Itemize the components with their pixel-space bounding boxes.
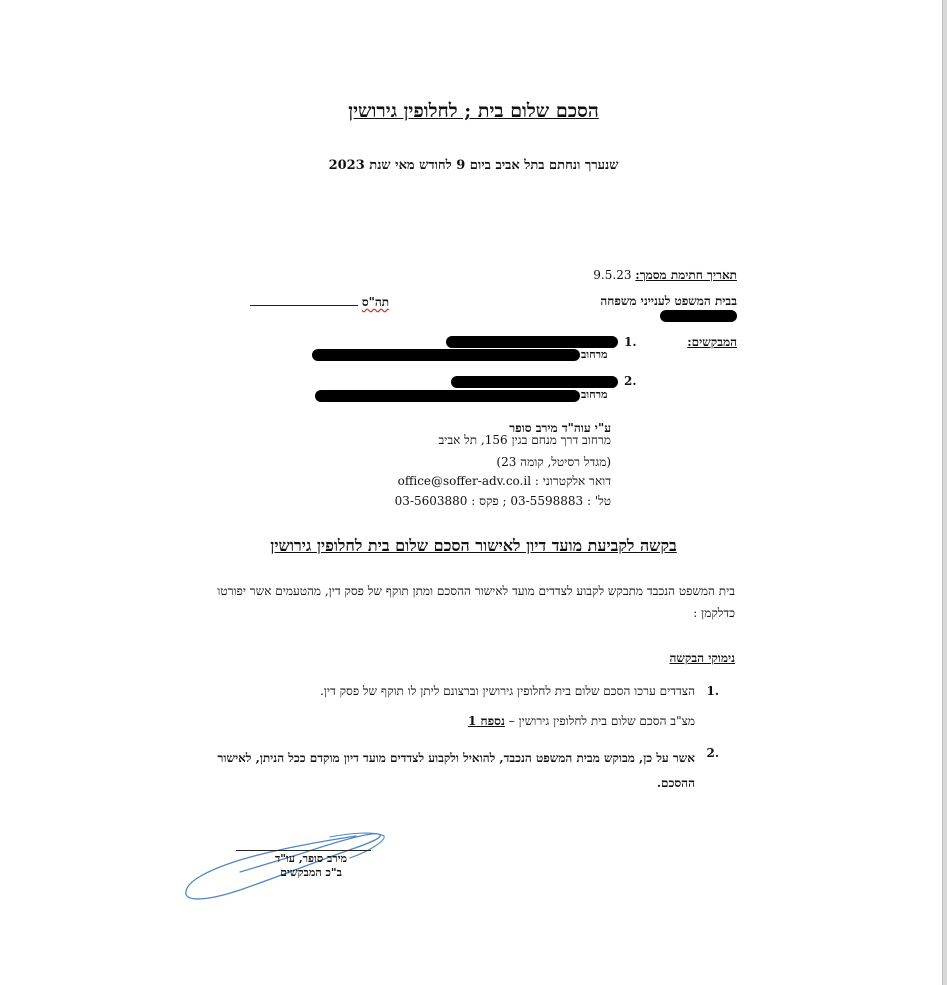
reason-1-text: הצדדים ערכו הסכם שלום בית לחלופין גירושין וברצונם ליתן לו תוקף של פסק דין. (319, 684, 695, 698)
document-subtitle: שנערך ונחתם בתל אביב ביום 9 לחודש מאי שנת 2023 (328, 158, 619, 173)
applicants-label (687, 335, 737, 350)
attachment-label: נספח 1 (468, 714, 505, 728)
request-title: בקשה לקביעת מועד דיון לאישור הסכם שלום בית לחלופין גירושין (270, 536, 677, 555)
case-number-label: תה"ס (361, 295, 390, 309)
court-name: בבית המשפט לענייני משפחה (600, 294, 737, 308)
applicant-2-address-label: מרחוב (581, 388, 608, 401)
email-label: דואר אלקטרוני : (534, 474, 611, 488)
fax-number: 03-5603880 (394, 494, 468, 508)
request-intro: בית המשפט הנכבד מתבקש לקבוע לצדדים מועד לאישור ההסכם ומתן תוקף של פסק דין, מהטעמים אשר יפורטו כדלקמן : (217, 584, 735, 620)
redaction-bar (451, 376, 618, 388)
reason-2-number: 2. (706, 746, 719, 760)
email-address[interactable]: office@soffer-adv.co.il (397, 474, 532, 488)
redaction-bar (315, 390, 580, 402)
phone-label: טל' : (586, 494, 611, 508)
applicants-label-text: המבקשים: (687, 335, 737, 349)
page-edge (942, 0, 947, 985)
redaction-bar (660, 310, 737, 322)
reason-2-text: אשר על כן, מבוקש מבית המשפט הנכבד, להואיל ולקבוע לצדדים מועד דיון מוקדם ככל הניתן, לאישור ההסכם. (217, 751, 695, 790)
phone-number: 03-5598883 (510, 494, 584, 508)
signature-line (236, 850, 371, 851)
signing-date-line (593, 268, 737, 283)
redaction-bar (312, 349, 580, 361)
reason-1-number: 1. (706, 684, 719, 698)
attorney-address: מרחוב דרך מנחם בגין 156, תל אביב (438, 433, 611, 447)
reasons-heading (670, 651, 735, 666)
attorney-name: ע"י עוה"ד מירב סופר (509, 421, 611, 435)
applicant-1-number: 1. (624, 335, 637, 349)
signer-role: ב"כ המבקשים (280, 866, 342, 879)
signing-date-label: תאריך חתימת מסמך: (635, 268, 737, 282)
signer-name: מירב סופר, עו"ד (274, 852, 348, 865)
case-number-line (250, 294, 389, 310)
document-title: הסכם שלום בית ; לחלופין גירושין (348, 100, 599, 122)
fax-label: ; פקס : (471, 494, 507, 508)
signing-date-value: 9.5.23 (593, 268, 632, 282)
case-number-blank (250, 294, 358, 306)
attorney-building: (מגדל רסיטל, קומה 23) (496, 455, 611, 469)
reason-1-attachment (468, 714, 695, 729)
attachment-text: מצ"ב הסכם שלום בית לחלופין גירושין – (508, 714, 695, 728)
redaction-bar (446, 336, 618, 348)
attorney-email-line (398, 474, 611, 489)
applicant-1-address-label: מרחוב (581, 348, 608, 361)
reasons-heading-text: נימוקי הבקשה (669, 651, 735, 665)
attorney-phone-line (395, 494, 611, 509)
applicant-2-number: 2. (624, 374, 637, 388)
